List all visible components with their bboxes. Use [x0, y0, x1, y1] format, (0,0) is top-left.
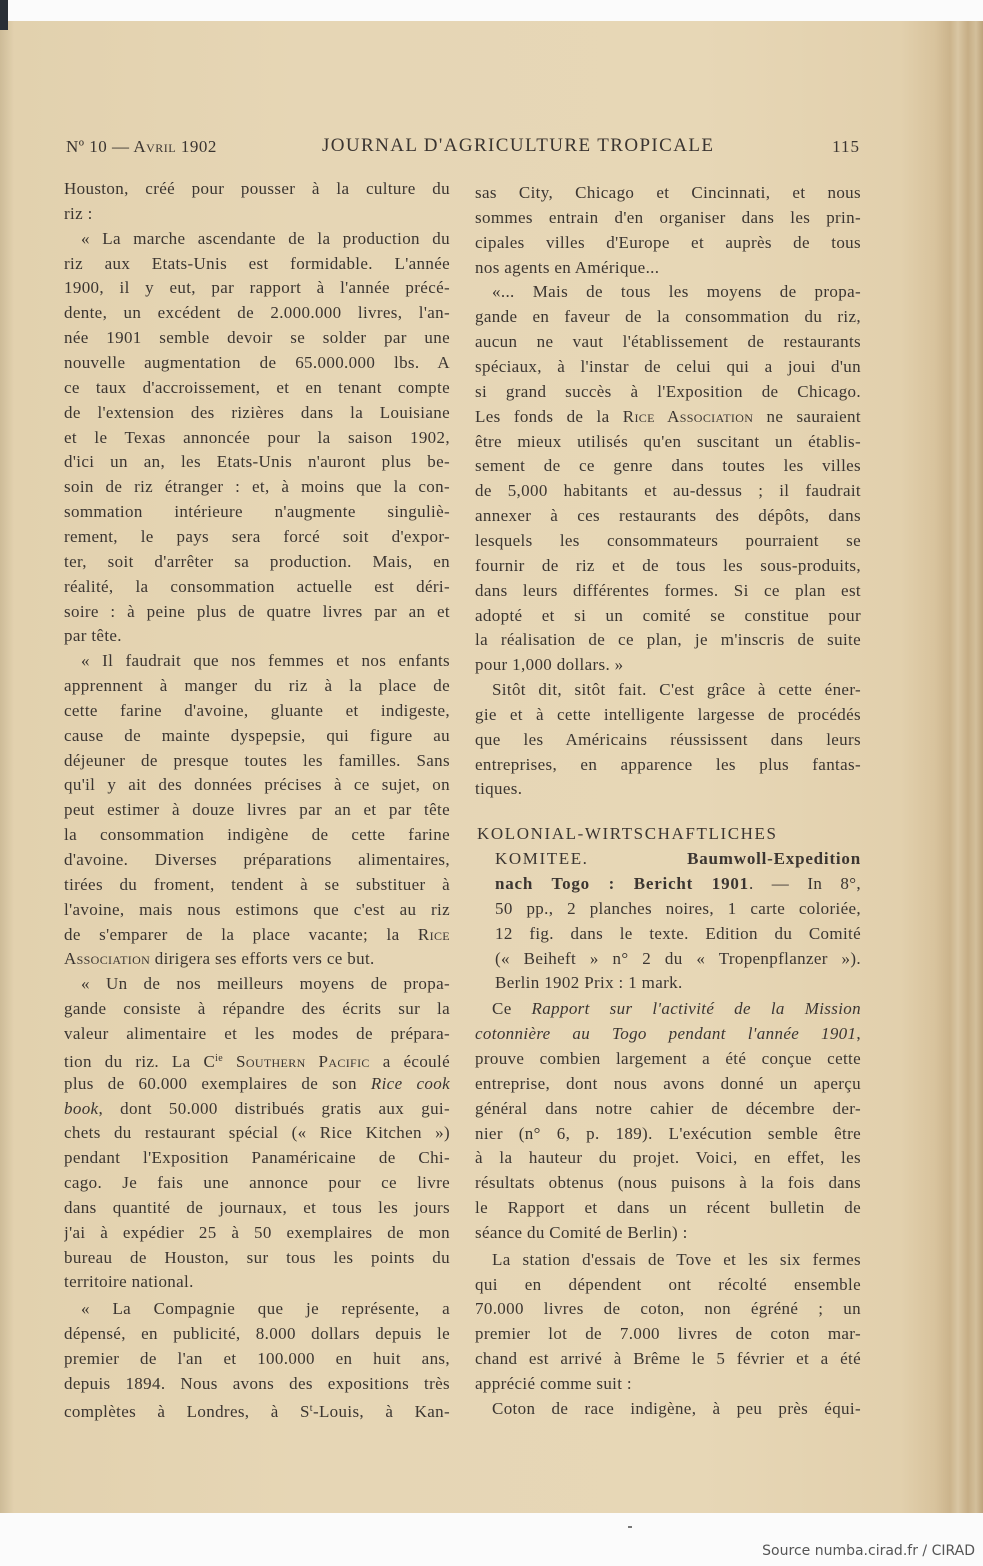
- text-line: entreprise, dont nous avons donné un aperçu: [475, 1073, 861, 1093]
- small-caps-text: Rice Association: [622, 406, 754, 426]
- text-line: si grand succès à l'Exposition de Chicago.: [475, 381, 861, 401]
- text-line: gande consiste à répandre des écrits sur la: [64, 999, 450, 1019]
- text-line: prouve combien largement a été conçue cette: [475, 1048, 861, 1068]
- text-line: 50 pp., 2 planches noires, 1 carte coloriée,: [495, 898, 861, 918]
- superscript-text: t: [309, 1402, 313, 1414]
- text-run: a écoulé: [369, 1051, 450, 1071]
- text-line: Berlin 1902 Prix : 1 mark.: [495, 973, 683, 993]
- text-run: tion du riz. La C: [64, 1051, 216, 1071]
- text-line: riz aux Etats-Unis est formidable. L'année: [64, 253, 450, 273]
- text-line: sommes entrain d'en organiser dans les prin-: [475, 207, 861, 227]
- text-line: qui en dépendent ont récolté ensemble: [475, 1274, 861, 1294]
- text-line: [64, 1071, 450, 1096]
- scanned-page: [0, 21, 983, 1513]
- text-line: La station d'essais de Tove et les six fermes: [492, 1249, 861, 1269]
- text-line: 12 fig. dans le texte. Edition du Comité: [495, 923, 861, 943]
- text-run: Les fonds de la: [475, 406, 623, 426]
- italic-text: cotonnière au Togo pendant l'année 1901: [475, 1024, 857, 1044]
- text-line: lesquels les consommateurs pourraient se: [475, 530, 861, 550]
- text-line: gie et à cette intelligente largesse de procédés: [475, 704, 861, 724]
- text-line: être mieux utilisés qu'en suscitant un établis-: [475, 431, 861, 451]
- text-line: Coton de race indigène, à peu près équi-: [492, 1398, 861, 1418]
- superscript-text: ie: [215, 1052, 224, 1064]
- text-line: valeur alimentaire et les modes de prépara-: [64, 1023, 450, 1043]
- text-line: le Rapport et dans un récent bulletin de: [475, 1198, 861, 1217]
- text-run: de s'emparer de la place vacante; la: [64, 924, 418, 944]
- text-line: soin de riz étranger : et, à moins que la con-: [64, 477, 450, 497]
- text-line: ter, soit d'arrêter sa production. Mais, en: [64, 551, 450, 571]
- text-line: spéciaux, à l'instar de celui qui a joui d'un: [475, 356, 861, 376]
- italic-text: book: [64, 1098, 99, 1118]
- text-run: complètes à Londres, à S: [64, 1401, 310, 1421]
- text-line: Houston, créé pour pousser à la culture du: [64, 179, 450, 198]
- text-line: «... Mais de tous les moyens de propa-: [492, 282, 861, 302]
- text-line: 70.000 livres de coton, non égréné ; un: [475, 1299, 861, 1319]
- print-speck: [628, 1526, 632, 1528]
- running-header: [64, 135, 860, 161]
- text-run: dirigera ses efforts vers ce but.: [150, 949, 375, 969]
- text-line: peut estimer à douze livres par an et par tête: [64, 800, 450, 820]
- text-line: dans quantité de journaux, et tous les jours: [64, 1197, 450, 1217]
- text-line: premier lot de 7.000 livres de coton mar-: [475, 1324, 861, 1344]
- italic-text: Rice cook: [370, 1073, 450, 1093]
- text-run: Ce: [492, 999, 532, 1019]
- text-line: depuis 1894. Nous avons des expositions très: [64, 1373, 450, 1393]
- small-caps-text: Rice: [417, 924, 450, 944]
- bold-text: Baumwoll-Expedition: [687, 849, 861, 869]
- text-line: aucun ne vaut l'établissement de restaurants: [475, 332, 861, 352]
- text-line: dans leurs différentes formes. Si ce plan est: [475, 580, 861, 600]
- text-line: [64, 1396, 450, 1421]
- text-line: (« Beiheft » n° 2 du « Tropenpflanzer »).: [495, 948, 861, 968]
- text-line: pour 1,000 dollars. »: [475, 655, 624, 675]
- text-line: [64, 922, 450, 947]
- text-line: d'avoine. Diverses préparations alimentaires,: [64, 850, 450, 869]
- text-line: dépensé, en publicité, 8.000 dollars depuis le: [64, 1324, 450, 1344]
- text-line: cause de mainte dyspepsie, qui figure au: [64, 725, 450, 745]
- text-line: général dans notre cahier de décembre der-: [475, 1098, 861, 1118]
- page-number: 115: [832, 137, 860, 156]
- text-line: cago. Je fais une annonce pour ce livre: [64, 1173, 450, 1192]
- text-line: [64, 946, 450, 971]
- text-line: [477, 821, 861, 846]
- text-run: KOLONIAL-WIRTSCHAFTLICHES: [477, 824, 778, 844]
- text-line: par tête.: [64, 626, 122, 646]
- bold-text: nach Togo : Bericht 1901: [495, 874, 749, 893]
- issue-date: Nº 10 — Avril 1902: [66, 137, 217, 156]
- text-line: fournir de riz et de tous les sous-produits,: [475, 555, 861, 575]
- source-credit: Source numba.cirad.fr / CIRAD: [762, 1543, 975, 1559]
- text-line: chets du restaurant spécial (« Rice Kitchen »): [64, 1123, 450, 1143]
- text-line: sommation intérieure n'augmente singuliè-: [64, 502, 450, 522]
- text-line: gande en faveur de la consommation du riz,: [475, 307, 861, 327]
- text-line: « Un de nos meilleurs moyens de propa-: [81, 974, 450, 994]
- text-line: entreprises, en apparence les plus fantas-: [475, 754, 861, 774]
- journal-title: JOURNAL D'AGRICULTURE TROPICALE: [322, 135, 715, 156]
- text-line: « La Compagnie que je représente, a: [81, 1299, 450, 1319]
- text-line: annexer à ces restaurants des dépôts, dans: [475, 506, 861, 526]
- text-line: nier (n° 6, p. 189). L'exécution semble être: [475, 1123, 861, 1143]
- text-line: territoire national.: [64, 1272, 194, 1292]
- text-line: [492, 996, 861, 1021]
- text-run: [589, 849, 688, 868]
- text-line: rement, le pays sera forcé soit d'expor-: [64, 526, 450, 546]
- text-run: , dont 50.000 distribués gratis aux gui-: [98, 1098, 450, 1118]
- text-line: qu'il y ait des données précises à ce sujet, on: [64, 775, 450, 795]
- text-line: ce taux d'accroissement, et en tenant compte: [64, 377, 450, 397]
- text-line: la réalisation de ce plan, je m'inscris de suite: [475, 630, 861, 650]
- text-line: « Il faudrait que nos femmes et nos enfants: [81, 651, 450, 671]
- text-run: ne sauraient: [753, 406, 861, 426]
- text-line: bureau de Houston, sur tous les points du: [64, 1247, 450, 1267]
- small-caps-text: Southern Pacific: [223, 1051, 370, 1071]
- italic-text: Rapport sur l'activité de la Mission: [531, 999, 861, 1019]
- text-line: 1900, il y eut, par rapport à l'année précé-: [64, 278, 450, 298]
- small-caps-text: Association: [64, 949, 151, 969]
- text-line: résultats obtenus (nous puisons à la fois dans: [475, 1173, 861, 1193]
- text-line: [64, 1096, 450, 1121]
- text-line: de l'extension des rizières dans la Louisiane: [64, 402, 450, 422]
- text-line: apprécié comme suit :: [475, 1374, 632, 1393]
- text-line: pendant l'Exposition Panaméricaine de Chi-: [64, 1148, 450, 1168]
- text-line: tiques.: [475, 779, 523, 799]
- text-line: chand est arrivé à Brême le 5 février et a été: [475, 1349, 861, 1369]
- text-run: -Louis, à Kan-: [312, 1401, 450, 1421]
- text-line: sas City, Chicago et Cincinnati, et nous: [475, 183, 861, 202]
- text-line: cette farine d'avoine, gluante et indigeste,: [64, 700, 450, 720]
- text-line: [475, 1021, 861, 1046]
- text-run: ,: [856, 1024, 861, 1044]
- text-line: « La marche ascendante de la production du: [81, 228, 450, 248]
- text-line: l'avoine, mais nous estimons que c'est au riz: [64, 899, 450, 919]
- text-line: premier de l'an et 100.000 en huit ans,: [64, 1349, 450, 1368]
- text-line: Sitôt dit, sitôt fait. C'est grâce à cette éner-: [492, 680, 861, 699]
- text-line: apprennent à manger du riz à la place de: [64, 676, 450, 695]
- text-run: plus de 60.000 exemplaires de son: [64, 1073, 371, 1093]
- text-line: réalité, la consommation actuelle est déri-: [64, 576, 450, 596]
- text-line: [475, 404, 861, 429]
- text-line: [64, 1046, 450, 1071]
- text-line: riz :: [64, 203, 93, 223]
- text-line: cipales villes d'Europe et auprès de tous: [475, 232, 861, 252]
- scan-edge: [0, 0, 8, 30]
- text-line: soire : à peine plus de quatre livres par an et: [64, 601, 450, 621]
- text-line: et le Texas annoncée pour la saison 1902,: [64, 427, 450, 447]
- text-line: adopté et si un comité se constitue pour: [475, 605, 861, 625]
- text-line: de 5,000 habitants et au-dessus ; il faudrait: [475, 481, 861, 501]
- text-line: la consommation indigène de cette farine: [64, 825, 450, 845]
- text-line: nouvelle augmentation de 65.000.000 lbs. A: [64, 352, 450, 372]
- text-line: que les Américains réussissent dans leurs: [475, 729, 861, 749]
- text-line: sement de ce genre dans toutes les villes: [475, 456, 861, 476]
- text-line: déjeuner de presque toutes les familles. Sans: [64, 750, 450, 770]
- text-line: à la hauteur du projet. Voici, en effet, les: [475, 1148, 861, 1168]
- text-run: . — In 8°,: [749, 874, 861, 893]
- text-run: KOMITEE.: [495, 849, 589, 869]
- text-line: j'ai à expédier 25 à 50 exemplaires de mon: [64, 1222, 450, 1242]
- text-line: dente, un excédent de 2.000.000 livres, l'an-: [64, 303, 450, 323]
- text-line: séance du Comité de Berlin) :: [475, 1222, 688, 1242]
- text-line: née 1901 semble devoir se solder par une: [64, 328, 450, 348]
- text-line: tirées du froment, tendent à se substituer à: [64, 874, 450, 894]
- text-line: [495, 871, 861, 896]
- text-line: d'ici un an, les Etats-Unis n'auront plus be-: [64, 452, 450, 472]
- text-line: [495, 846, 861, 871]
- text-line: nos agents en Amérique...: [475, 257, 660, 277]
